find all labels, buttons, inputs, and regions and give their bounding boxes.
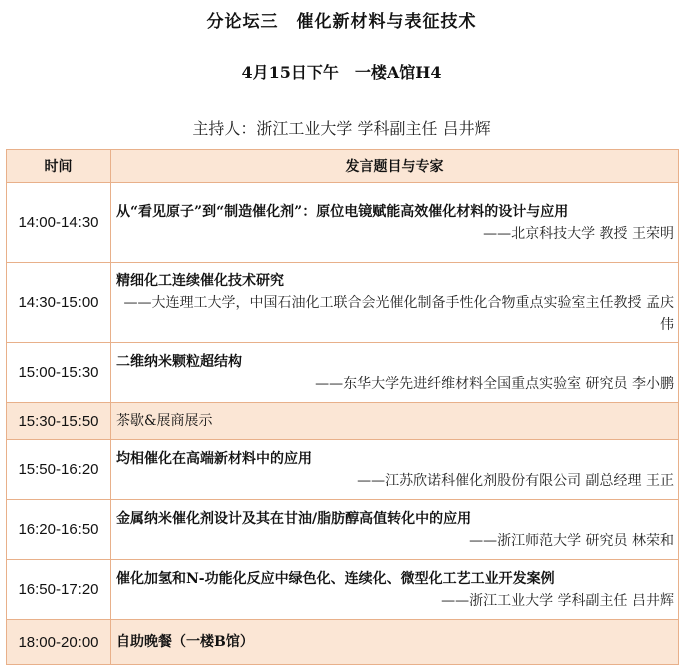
table-row-break — [7, 403, 679, 440]
row-content — [111, 500, 679, 560]
talk-speaker: ——浙江师范大学 研究员 林荣和 — [469, 532, 674, 549]
talk-speaker: ——浙江工业大学 学科副主任 吕井辉 — [441, 592, 674, 609]
column-header-time: 时间 — [7, 150, 111, 183]
row-content — [111, 620, 679, 665]
row-time: 18:00-20:00 — [7, 620, 111, 665]
dinner-label: 自助晚餐（一楼B馆） — [116, 634, 254, 650]
talk-title: 均相催化在高端新材料中的应用 — [116, 450, 312, 467]
talk-title: 催化加氢和N-功能化反应中绿色化、连续化、微型化工艺工业开发案例 — [116, 570, 555, 587]
row-time: 15:50-16:20 — [7, 440, 111, 500]
row-time: 16:20-16:50 — [7, 500, 111, 560]
row-time: 16:50-17:20 — [7, 560, 111, 620]
row-content — [111, 183, 679, 263]
row-time: 14:00-14:30 — [7, 183, 111, 263]
table-row-dinner — [7, 620, 679, 665]
column-header-content: 发言题目与专家 — [111, 150, 679, 183]
table-row — [7, 560, 679, 620]
session-host: 主持人：浙江工业大学 学科副主任 吕井辉 — [192, 119, 491, 138]
session-title: 分论坛三 催化新材料与表征技术 — [206, 12, 477, 32]
row-time: 15:30-15:50 — [7, 403, 111, 440]
row-content — [111, 403, 679, 440]
table-row — [7, 500, 679, 560]
table-row — [7, 183, 679, 263]
break-label: 茶歇&展商展示 — [116, 413, 213, 429]
talk-speaker: ——江苏欣诺科催化剂股份有限公司 副总经理 王正 — [357, 472, 674, 489]
row-time: 15:00-15:30 — [7, 343, 111, 403]
row-content — [111, 560, 679, 620]
row-time: 14:30-15:00 — [7, 263, 111, 343]
talk-speaker: ——东华大学先进纤维材料全国重点实验室 研究员 李小鹏 — [315, 375, 674, 392]
row-content — [111, 440, 679, 500]
talk-title: 二维纳米颗粒超结构 — [116, 353, 242, 370]
table-row — [7, 263, 679, 343]
talk-title: 从“看见原子”到“制造催化剂”：原位电镜赋能高效催化材料的设计与应用 — [116, 203, 569, 220]
table-header-row — [7, 150, 679, 183]
talk-title: 精细化工连续催化技术研究 — [116, 272, 284, 289]
table-row — [7, 440, 679, 500]
row-content — [111, 263, 679, 343]
talk-speaker: ——北京科技大学 教授 王荣明 — [483, 225, 674, 242]
table-row — [7, 343, 679, 403]
talk-speaker: ——大连理工大学，中国石油化工联合会光催化制备手性化合物重点实验室主任教授 孟庆伟 — [123, 294, 674, 333]
agenda-table — [6, 149, 679, 665]
talk-title: 金属纳米催化剂设计及其在甘油/脂肪醇高值转化中的应用 — [116, 510, 472, 527]
session-datetime: 4月15日下午 一楼A馆H4 — [241, 63, 442, 82]
row-content — [111, 343, 679, 403]
